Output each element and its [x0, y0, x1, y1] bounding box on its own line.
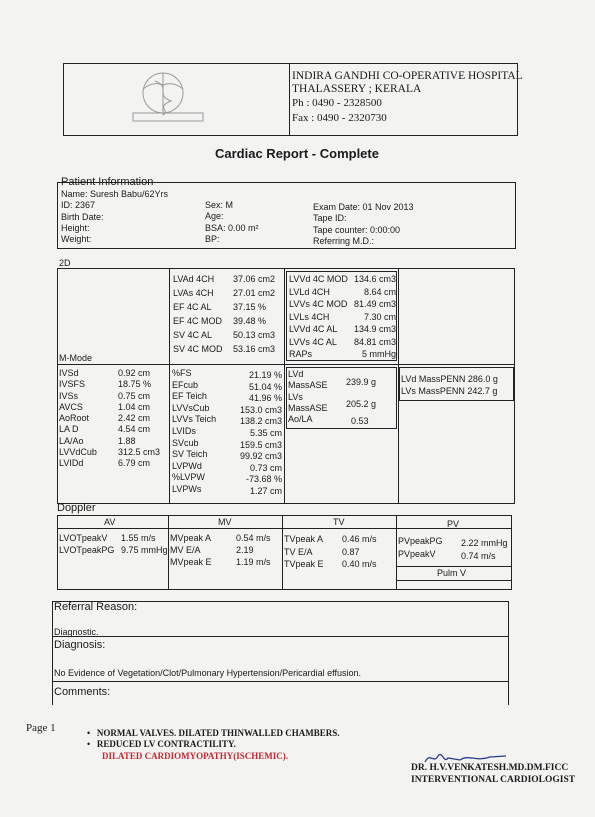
measure-value: 7.30 cm	[363, 311, 396, 322]
doppler-tv-head: TV	[333, 517, 345, 527]
measure-label: IVSd	[59, 368, 79, 378]
measure-value: 0.87	[342, 546, 360, 557]
hospital-phone: Ph : 0490 - 2328500	[292, 97, 382, 109]
doppler-av-values	[121, 532, 168, 556]
measure-label: AVCS	[59, 401, 83, 412]
measure-label: LVOTpeakV	[59, 533, 108, 543]
measure-value: 4.54 cm	[118, 424, 151, 435]
measure-value: 134.6 cm3	[353, 274, 396, 284]
measure-value: 37.06 cm2	[233, 274, 276, 284]
measure-value: 0.74 m/s	[461, 551, 496, 561]
conclusion-2: • REDUCED LV CONTRACTILITY.	[87, 739, 236, 749]
measure-value: 0.75 cm	[118, 390, 151, 401]
measure-label: LVVsCub	[172, 402, 210, 413]
measure-value: 159.5 cm3	[239, 439, 282, 450]
measure-value: 2.42 cm	[118, 413, 151, 424]
doppler-mv-head: MV	[218, 517, 232, 527]
measure-label: Ao/LA	[288, 414, 313, 425]
measure-label: LVAs 4CH	[173, 288, 214, 298]
measure-label: LVPWd	[172, 460, 202, 471]
measure-value: 53.16 cm3	[233, 344, 276, 354]
measure-label: PVpeakV	[398, 549, 436, 559]
measure-label: LA/Ao	[59, 435, 84, 446]
diagnosis-label: Diagnosis:	[54, 639, 106, 651]
report-title: Cardiac Report - Complete	[215, 146, 379, 161]
measure-value: 312.5 cm3	[118, 447, 161, 458]
measure-label: LVOTpeakPG	[59, 545, 115, 555]
comments-label: Comments:	[54, 686, 111, 698]
mmode-col4	[401, 373, 498, 397]
patient-bp: BP:	[205, 233, 220, 244]
section-2d-label: 2D	[59, 258, 71, 268]
conclusion-text: NORMAL VALVES. DILATED THINWALLED CHAMBERS.	[96, 728, 340, 738]
measure-label: LVVs 4C MOD	[289, 299, 348, 309]
measure-value: 41.96 %	[248, 393, 282, 404]
measure-line: LVd MassPENN 286.0 g	[401, 374, 498, 384]
measure-value: 6.79 cm	[118, 458, 151, 469]
measure-value: 99.92 cm3	[239, 451, 282, 462]
referral-box	[52, 601, 509, 705]
measure-label: EF 4C AL	[173, 302, 212, 312]
measure-label: MV E/A	[170, 545, 201, 555]
patient-sex: Sex: M	[205, 200, 234, 210]
referral-reason: Referral Reason:	[54, 601, 138, 613]
mmode-col1-values	[118, 368, 160, 470]
measure-value: 8.64 cm	[363, 286, 396, 297]
measure-label: LVVdCub	[59, 447, 97, 458]
measure-value: 0.73 cm	[249, 462, 282, 473]
measure-value: 27.01 cm2	[233, 288, 276, 298]
measure-label: LVd	[288, 369, 304, 379]
measure-label: LA D	[59, 424, 79, 435]
patient-age: Age:	[205, 211, 224, 222]
measure-value: 0.46 m/s	[342, 534, 377, 544]
measure-label: LVIDs	[172, 425, 196, 436]
measure-value: 1.55 m/s	[121, 533, 156, 543]
measure-label: AoRoot	[59, 413, 90, 424]
patient-height: Height:	[61, 222, 90, 233]
conclusion-text: REDUCED LV CONTRACTILITY.	[96, 739, 236, 749]
measure-value: 37.15 %	[233, 302, 267, 312]
measure-value: 0.40 m/s	[342, 559, 377, 569]
patient-mid	[205, 200, 259, 245]
measure-label: LVVs Teich	[172, 414, 217, 425]
measure-value: 1.19 m/s	[236, 557, 271, 567]
measure-value: 5 mmHg	[361, 349, 396, 359]
measure-label: LVPWs	[172, 483, 202, 494]
section-doppler-label: Doppler	[57, 502, 96, 514]
measure-label: LVs	[288, 391, 303, 402]
doppler-av-labels	[59, 532, 114, 556]
measure-value: 9.75 mmHg	[121, 545, 168, 555]
measure-label: TVpeak A	[284, 534, 324, 544]
measure-label: RAPs	[289, 349, 313, 359]
measure-label: SVcub	[172, 437, 199, 448]
mmode-col1-labels	[59, 368, 97, 470]
doppler-pv-values	[461, 537, 508, 563]
measure-value: 1.27 cm	[249, 485, 282, 496]
measure-value: 2.22 mmHg	[461, 538, 508, 548]
patient-weight: Weight:	[61, 234, 92, 245]
measure-label: MVpeak A	[170, 533, 212, 543]
measure-value: 239.9 g	[346, 377, 377, 387]
measure-value: 1.88	[118, 435, 136, 446]
measure-label: MVpeak E	[170, 557, 212, 567]
measure-label: LVVd 4C AL	[289, 324, 338, 334]
measure-value: 134.9 cm3	[353, 324, 396, 334]
doppler-pv-labels	[398, 535, 443, 561]
hospital-logo	[115, 67, 225, 125]
measure-label: EFcub	[172, 379, 199, 390]
referring-md: Referring M.D.:	[313, 235, 375, 246]
patient-right	[313, 202, 414, 247]
measure-value: 205.2 g	[346, 399, 377, 409]
conclusion-red: DILATED CARDIOMYOPATHY(ISCHEMIC).	[102, 751, 289, 761]
twod-col1-labels	[173, 272, 223, 356]
measure-label: SV 4C AL	[173, 330, 213, 340]
measure-label: SV 4C MOD	[173, 344, 223, 354]
measure-value: 51.04 %	[248, 381, 282, 392]
measure-label: TV E/A	[284, 546, 313, 557]
patient-name: Name: Suresh Babu/62Yrs	[61, 189, 169, 199]
measure-value: 153.0 cm3	[239, 404, 282, 415]
measure-label: MassASE	[288, 380, 328, 391]
doctor-title: INTERVENTIONAL CARDIOLOGIST	[411, 775, 576, 785]
exam-date: Exam Date: 01 Nov 2013	[313, 202, 414, 212]
measure-label: EF Teich	[172, 391, 207, 402]
diagnosis-finding: No Evidence of Vegetation/Clot/Pulmonary Hypertension/Pericardial effusion.	[54, 668, 362, 678]
measure-label: LVVs 4C AL	[289, 336, 337, 347]
measure-label: IVSs	[59, 390, 79, 401]
patient-left	[61, 189, 168, 245]
doppler-tv-values	[342, 533, 377, 571]
measure-value: -73.68 %	[245, 474, 282, 485]
doppler-mv-values	[236, 532, 271, 568]
patient-id: ID: 2367	[61, 200, 96, 211]
measure-label: PVpeakPG	[398, 536, 443, 546]
mmode-col2-labels	[172, 368, 216, 496]
conclusion-1: • NORMAL VALVES. DILATED THINWALLED CHAMBERS.	[87, 728, 340, 738]
measure-label: %FS	[172, 368, 192, 378]
measure-label: IVSFS	[59, 379, 86, 390]
measure-value: 0.53	[351, 416, 369, 426]
doppler-pv-head: PV	[447, 519, 460, 529]
measure-value: 0.92 cm	[118, 368, 151, 378]
measure-label: MassASE	[288, 402, 328, 413]
measure-value: 84.81 cm3	[353, 336, 396, 347]
twod-col1-values	[233, 272, 275, 356]
measure-value: 18.75 %	[118, 379, 152, 390]
measure-value: 81.49 cm3	[353, 299, 396, 309]
doppler-mv-labels	[170, 532, 212, 568]
measure-value: 50.13 cm3	[233, 330, 276, 340]
doppler-tv-labels	[284, 533, 324, 571]
measure-value: 5.35 cm	[249, 427, 282, 438]
doppler-pulm-head: Pulm V	[437, 568, 467, 578]
measure-label: LVLd 4CH	[289, 286, 330, 297]
measure-label: %LVPW	[172, 472, 205, 483]
hospital-name: INDIRA GANDHI CO-OPERATIVE HOSPITAL	[292, 70, 523, 82]
measure-label: TVpeak E	[284, 559, 324, 569]
measure-label: SV Teich	[172, 449, 208, 460]
page-label: Page 1	[26, 722, 56, 734]
referral-diagnostic: Diagnostic.	[54, 627, 99, 637]
measure-value: 1.04 cm	[118, 401, 151, 412]
section-mmode-label: M-Mode	[59, 353, 93, 363]
measure-value: 0.54 m/s	[236, 533, 271, 543]
twod-col2-values	[352, 273, 396, 361]
hospital-fax: Fax : 0490 - 2320730	[292, 112, 387, 124]
tape-id: Tape ID:	[313, 213, 347, 224]
patient-bsa: BSA: 0.00 m²	[205, 222, 259, 233]
measure-value: 138.2 cm3	[239, 416, 282, 427]
twod-col2-labels	[289, 273, 348, 361]
mmode-col2-values	[234, 370, 282, 498]
measure-value: 2.19	[236, 545, 254, 555]
measure-label: LVLs 4CH	[289, 311, 330, 322]
measure-label: LVVd 4C MOD	[289, 274, 348, 284]
hospital-city: THALASSERY ; KERALA	[292, 83, 422, 95]
tape-counter: Tape counter: 0:00:00	[313, 224, 401, 235]
measure-label: LVIDd	[59, 458, 84, 469]
measure-value: 39.48 %	[233, 316, 267, 326]
patient-birth: Birth Date:	[61, 211, 104, 222]
patient-heading: Patient Information	[61, 176, 154, 188]
measure-label: LVAd 4CH	[173, 274, 215, 284]
measure-label: EF 4C MOD	[173, 316, 223, 326]
measure-line: LVs MassPENN 242.7 g	[401, 386, 498, 396]
doctor-name: DR. H.V.VENKATESH.MD.DM.FICC	[411, 763, 569, 773]
doppler-av-head: AV	[104, 517, 116, 527]
measure-value: 21.19 %	[248, 370, 282, 380]
mmode-col3-labels	[288, 369, 328, 425]
